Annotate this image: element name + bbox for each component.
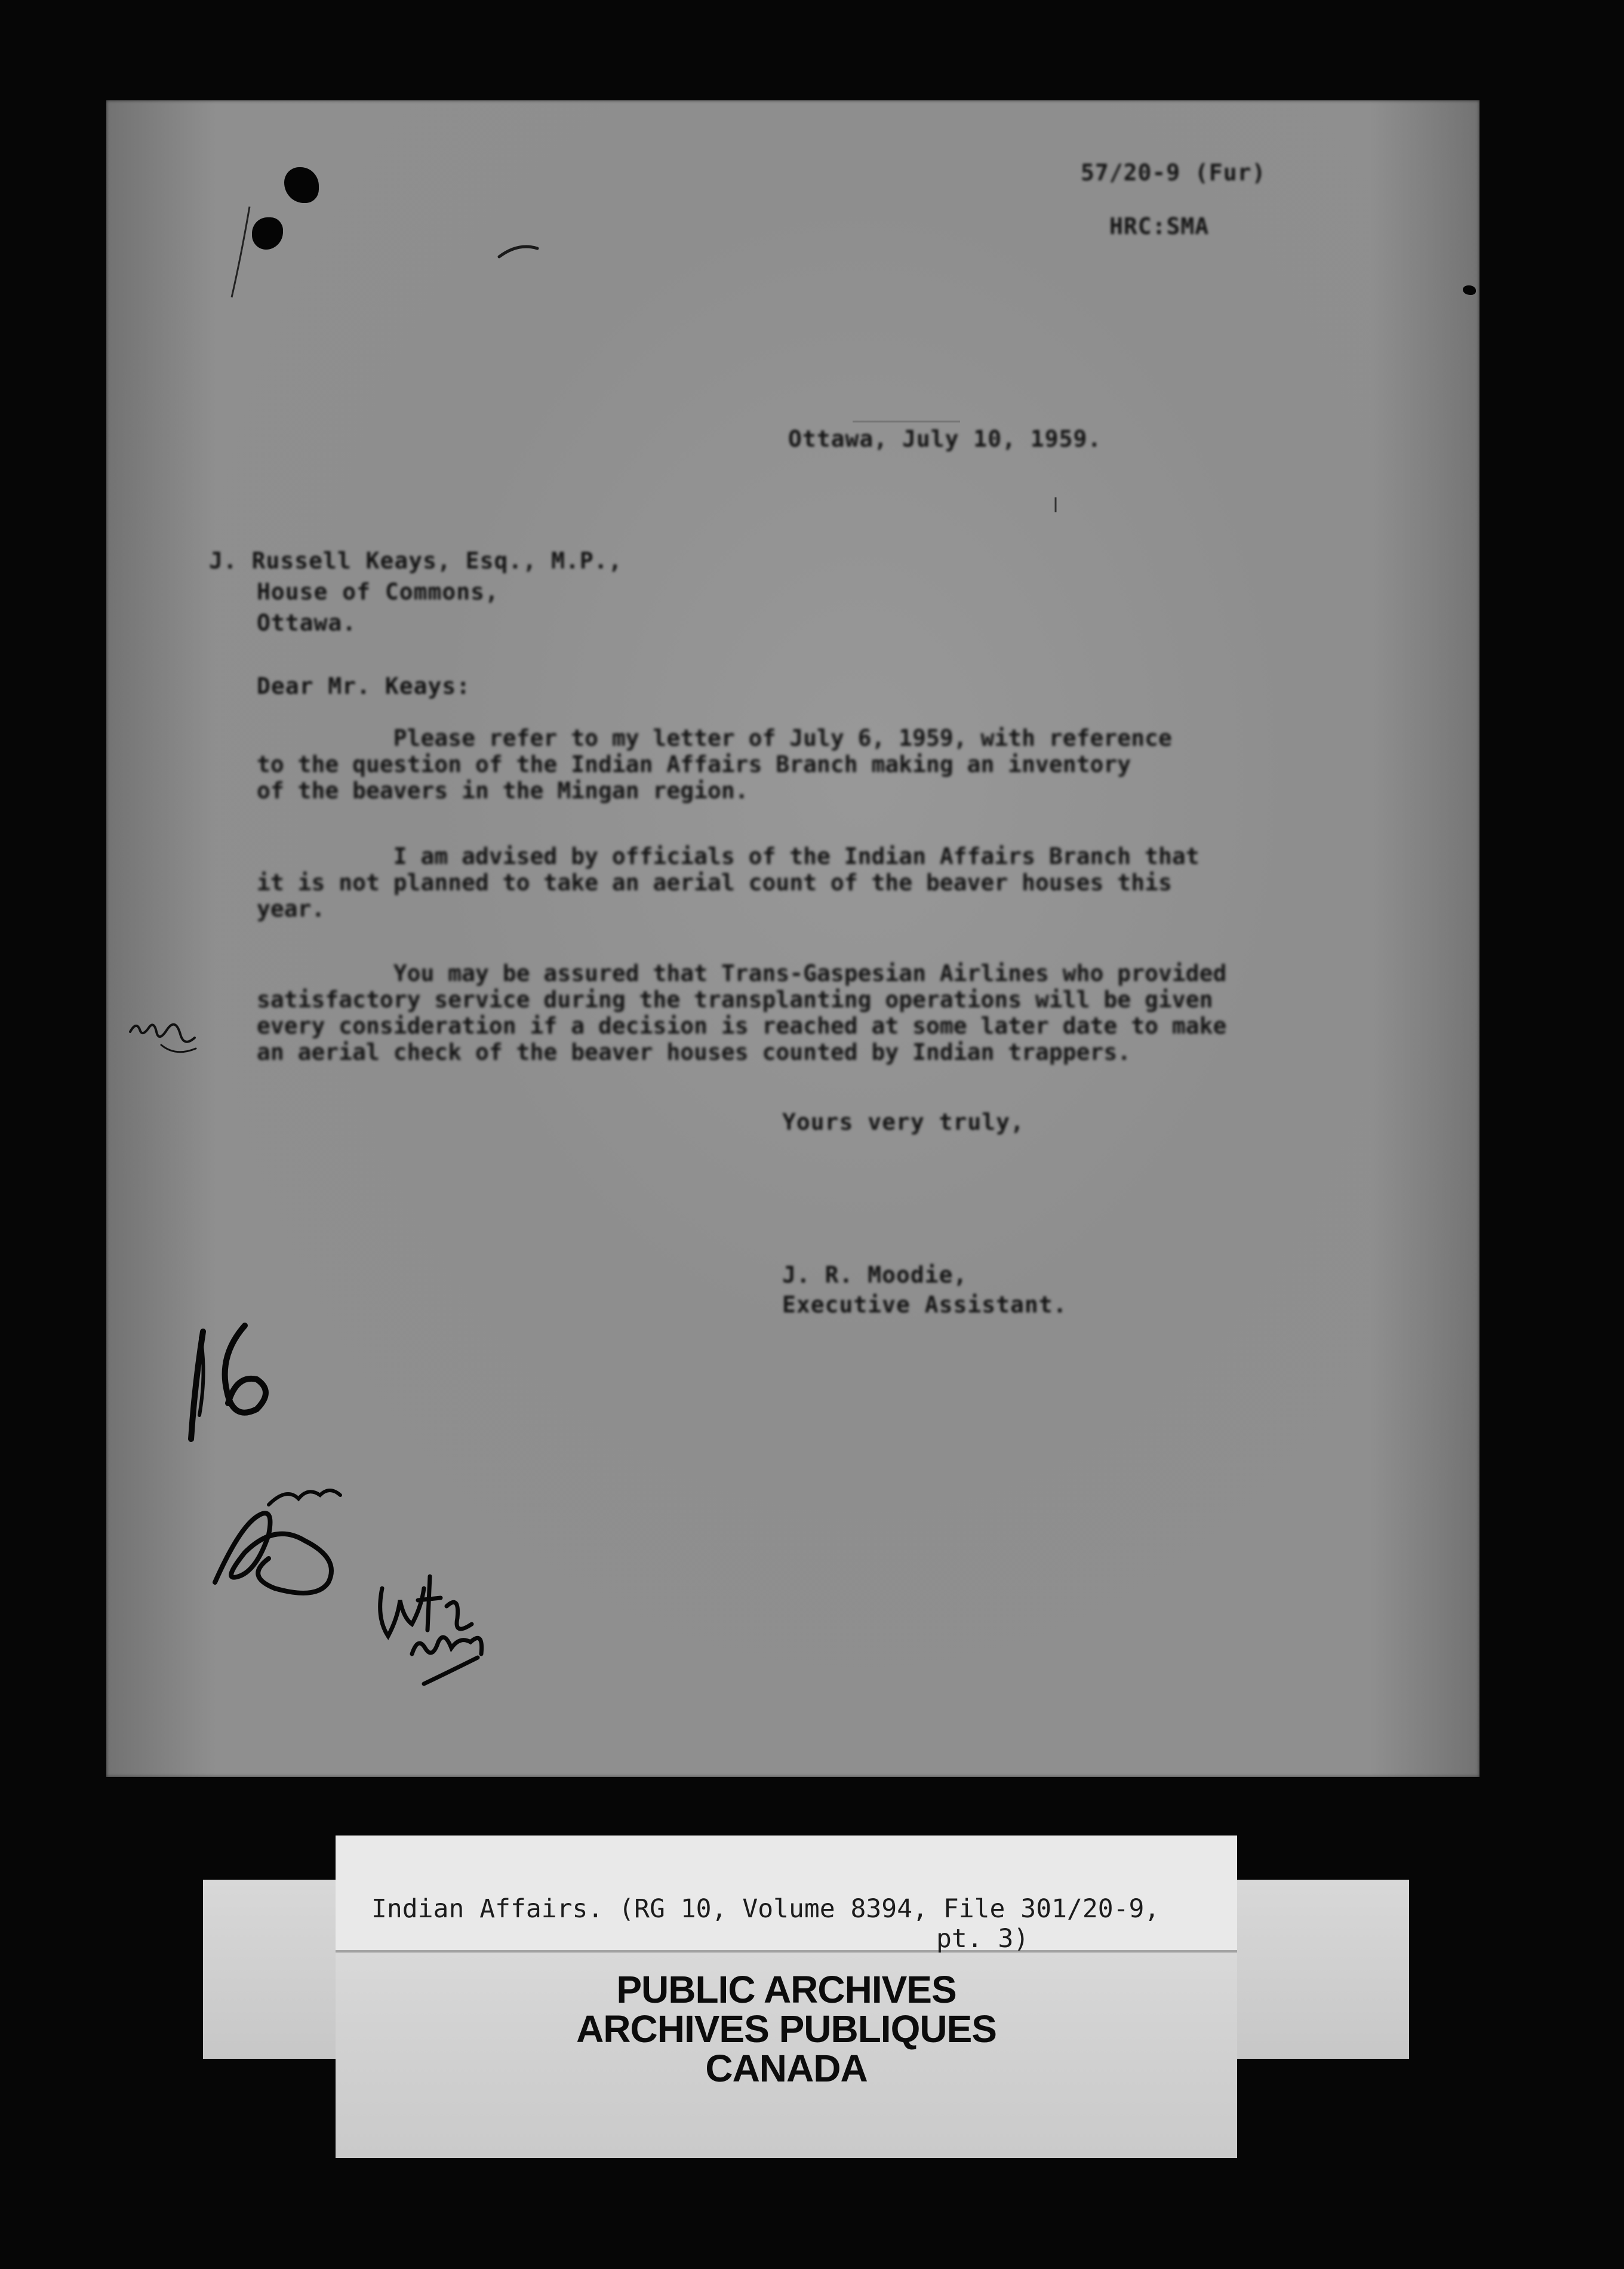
paragraph-2 xyxy=(257,843,1391,922)
salutation: Dear Mr. Keays: xyxy=(257,673,471,699)
paragraph-line: to the question of the Indian Affairs Branch making an inventory xyxy=(257,751,1131,777)
dateline: Ottawa, July 10, 1959. xyxy=(788,426,1102,452)
recipient-address-line3: Ottawa. xyxy=(257,610,357,636)
paragraph-1 xyxy=(257,725,1391,804)
closing: Yours very truly, xyxy=(782,1109,1025,1135)
paragraph-line: every consideration if a decision is reached at some later date to make xyxy=(257,1013,1227,1039)
signature-name: J. R. Moodie, xyxy=(782,1262,968,1288)
archive-reference-line1: Indian Affairs. (RG 10, Volume 8394, File 301/20-9, xyxy=(371,1894,1160,1924)
typist-initials: HRC:SMA xyxy=(1109,213,1210,239)
paragraph-line: of the beavers in the Mingan region. xyxy=(257,777,749,804)
archive-reference-strip xyxy=(336,1836,1237,1954)
institution-country: CANADA xyxy=(705,2047,868,2090)
institution-english: PUBLIC ARCHIVES xyxy=(616,1968,956,2011)
paragraph-line: Please refer to my letter of July 6, 1959, with reference xyxy=(257,725,1172,751)
handwritten-initials-margin xyxy=(125,1003,209,1069)
paragraph-line: it is not planned to take an aerial count of the beaver houses this xyxy=(257,869,1172,896)
signature-title: Executive Assistant. xyxy=(782,1292,1068,1318)
paragraph-line: year. xyxy=(257,896,325,922)
paragraph-line: I am advised by officials of the Indian Affairs Branch that xyxy=(257,843,1199,869)
handwritten-note xyxy=(370,1552,502,1690)
handwritten-file-number xyxy=(173,1320,287,1457)
paragraph-3 xyxy=(257,960,1391,1065)
archive-reference-line2: pt. 3) xyxy=(936,1924,1029,1954)
institution-french: ARCHIVES PUBLIQUES xyxy=(576,2007,996,2050)
paragraph-line: satisfactory service during the transplanting operations will be given xyxy=(257,986,1213,1013)
recipient-address-line2: House of Commons, xyxy=(257,579,499,605)
paragraph-line: You may be assured that Trans-Gaspesian Airlines who provided xyxy=(257,960,1227,986)
paragraph-line: an aerial check of the beaver houses counted by Indian trappers. xyxy=(257,1039,1131,1065)
file-reference: 57/20-9 (Fur) xyxy=(1081,159,1266,186)
handwritten-signature-loop xyxy=(203,1469,370,1606)
recipient-name: J. Russell Keays, Esq., M.P., xyxy=(209,548,623,574)
